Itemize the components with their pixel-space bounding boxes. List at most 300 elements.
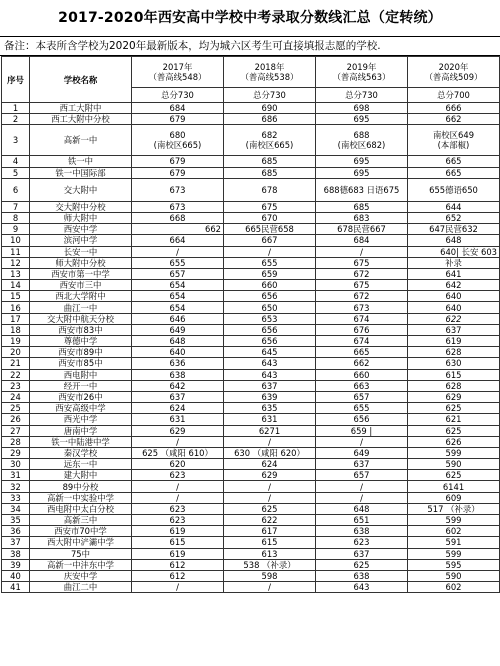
score-2018: 6271	[224, 425, 316, 436]
table-row	[2, 570, 500, 581]
score-2017: 642	[132, 380, 224, 391]
score-2018: 653	[224, 313, 316, 324]
school-name: 交大附中航天分校	[30, 313, 132, 324]
row-index: 22	[2, 369, 30, 380]
table-body	[2, 103, 500, 593]
row-index: 28	[2, 436, 30, 447]
score-2018: 631	[224, 414, 316, 425]
score-2018: 645	[224, 347, 316, 358]
score-2018: 678	[224, 178, 316, 201]
score-2019: 672	[316, 291, 408, 302]
row-index: 41	[2, 582, 30, 593]
score-2018: 617	[224, 526, 316, 537]
row-index: 10	[2, 235, 30, 246]
score-2019: 659 |	[316, 425, 408, 436]
score-2020: 615	[408, 369, 500, 380]
score-2018: 685	[224, 167, 316, 178]
header-school: 学校名称	[30, 57, 132, 103]
table-row	[2, 167, 500, 178]
row-index: 21	[2, 358, 30, 369]
score-2020: 655德语650	[408, 178, 500, 201]
score-2018: 624	[224, 459, 316, 470]
school-name: 曲江一中	[30, 302, 132, 313]
header-2020: 2020年 （普高线509）	[408, 57, 500, 88]
score-2020: 641	[408, 268, 500, 279]
score-2018: 686	[224, 114, 316, 125]
table-row	[2, 403, 500, 414]
score-2017: 679	[132, 114, 224, 125]
score-2018: 675	[224, 201, 316, 212]
score-2017: 640	[132, 347, 224, 358]
row-index: 11	[2, 246, 30, 257]
header-2019: 2019年 （普高线563）	[316, 57, 408, 88]
score-2019: /	[316, 481, 408, 492]
school-name: 高新一中沣东中学	[30, 559, 132, 570]
score-2020: 629	[408, 391, 500, 402]
score-2019: 685	[316, 201, 408, 212]
table-row	[2, 280, 500, 291]
score-2017: 684	[132, 103, 224, 114]
row-index: 4	[2, 156, 30, 167]
score-2019: /	[316, 492, 408, 503]
school-name: 西安市83中	[30, 324, 132, 335]
score-2019: 657	[316, 391, 408, 402]
header-total-2017: 总分730	[132, 88, 224, 103]
score-2019: /	[316, 436, 408, 447]
header-2018: 2018年 （普高线538）	[224, 57, 316, 88]
score-2018: 637	[224, 380, 316, 391]
score-2019: 637	[316, 548, 408, 559]
score-2017: 654	[132, 302, 224, 313]
score-2017: 623	[132, 515, 224, 526]
score-2020: 619	[408, 336, 500, 347]
table-row	[2, 470, 500, 481]
row-index: 25	[2, 403, 30, 414]
score-2019: /	[316, 246, 408, 257]
score-2017: 680 (南校区665)	[132, 125, 224, 156]
row-index: 9	[2, 224, 30, 235]
score-2018: 639	[224, 391, 316, 402]
score-2019: 683	[316, 212, 408, 223]
score-2018: 665民营658	[224, 224, 316, 235]
table-row	[2, 257, 500, 268]
score-2018: 613	[224, 548, 316, 559]
score-2018: /	[224, 492, 316, 503]
score-table	[1, 56, 500, 593]
score-2020: 599	[408, 515, 500, 526]
score-2020: 609	[408, 492, 500, 503]
table-row	[2, 447, 500, 458]
score-2018: /	[224, 246, 316, 257]
score-2019: 695	[316, 114, 408, 125]
table-row	[2, 302, 500, 313]
school-name: 西安市70中学	[30, 526, 132, 537]
score-2019: 638	[316, 526, 408, 537]
table-row	[2, 313, 500, 324]
score-2020: 640| 长安 603	[408, 246, 500, 257]
score-2018: 659	[224, 268, 316, 279]
score-2019: 649	[316, 447, 408, 458]
table-row	[2, 268, 500, 279]
score-2017: 649	[132, 324, 224, 335]
score-2017: /	[132, 436, 224, 447]
row-index: 24	[2, 391, 30, 402]
score-2019: 655	[316, 403, 408, 414]
row-index: 14	[2, 280, 30, 291]
score-2017: 615	[132, 537, 224, 548]
score-2020: 602	[408, 582, 500, 593]
school-name: 交大附中分校	[30, 201, 132, 212]
score-2020: 640	[408, 291, 500, 302]
header-2017: 2017年 （普高线548）	[132, 57, 224, 88]
score-2020: 南校区649 (本部椒)	[408, 125, 500, 156]
score-2018: 660	[224, 280, 316, 291]
school-name: 89中分校	[30, 481, 132, 492]
row-index: 40	[2, 570, 30, 581]
table-row	[2, 336, 500, 347]
table-row	[2, 526, 500, 537]
row-index: 31	[2, 470, 30, 481]
score-2017: 623	[132, 503, 224, 514]
score-2019: 672	[316, 268, 408, 279]
school-name: 西安市26中	[30, 391, 132, 402]
school-name: 铁一中陆港中学	[30, 436, 132, 447]
score-2017: 624	[132, 403, 224, 414]
score-2020: 637	[408, 324, 500, 335]
score-2017: /	[132, 492, 224, 503]
score-2020: 648	[408, 235, 500, 246]
score-2020: 628	[408, 347, 500, 358]
score-2018: 655	[224, 257, 316, 268]
row-index: 19	[2, 336, 30, 347]
table-row	[2, 212, 500, 223]
table-row	[2, 224, 500, 235]
score-2018: /	[224, 481, 316, 492]
score-2018: /	[224, 582, 316, 593]
table-row	[2, 582, 500, 593]
score-2019: 676	[316, 324, 408, 335]
score-2018: 667	[224, 235, 316, 246]
table-row	[2, 548, 500, 559]
school-name: 西电附中太白分校	[30, 503, 132, 514]
table-row	[2, 347, 500, 358]
score-2018: 630 （咸阳 620）	[224, 447, 316, 458]
school-name: 师大附中	[30, 212, 132, 223]
score-2020: 665	[408, 167, 500, 178]
score-2020: 642	[408, 280, 500, 291]
school-name: 庆安中学	[30, 570, 132, 581]
score-2017: 619	[132, 526, 224, 537]
score-2019: 675	[316, 280, 408, 291]
school-name: 西安高级中学	[30, 403, 132, 414]
row-index: 15	[2, 291, 30, 302]
score-2018: 598	[224, 570, 316, 581]
score-2019: 660	[316, 369, 408, 380]
score-2017: 636	[132, 358, 224, 369]
table-row	[2, 436, 500, 447]
score-2020: 644	[408, 201, 500, 212]
score-2019: 695	[316, 167, 408, 178]
score-2017: /	[132, 246, 224, 257]
score-2019: 663	[316, 380, 408, 391]
table-row	[2, 391, 500, 402]
score-2017: /	[132, 582, 224, 593]
school-name: 西工大附中分校	[30, 114, 132, 125]
score-2020: 652	[408, 212, 500, 223]
score-2017: 664	[132, 235, 224, 246]
row-index: 36	[2, 526, 30, 537]
score-2018: /	[224, 436, 316, 447]
score-2017: 612	[132, 559, 224, 570]
score-2020: 665	[408, 156, 500, 167]
row-index: 38	[2, 548, 30, 559]
row-index: 18	[2, 324, 30, 335]
score-2019: 662	[316, 358, 408, 369]
table-row	[2, 291, 500, 302]
school-name: 秦汉学校	[30, 447, 132, 458]
score-2018: 682 (南校区665)	[224, 125, 316, 156]
score-2017: 619	[132, 548, 224, 559]
row-index: 37	[2, 537, 30, 548]
score-2020: 599	[408, 447, 500, 458]
score-2019: 638	[316, 570, 408, 581]
score-2019: 674	[316, 313, 408, 324]
score-2019: 657	[316, 470, 408, 481]
row-index: 2	[2, 114, 30, 125]
table-row	[2, 481, 500, 492]
score-2018: 690	[224, 103, 316, 114]
score-2019: 698	[316, 103, 408, 114]
row-index: 5	[2, 167, 30, 178]
school-name: 铁一中国际部	[30, 167, 132, 178]
score-2020: 626	[408, 436, 500, 447]
score-2020: 625	[408, 470, 500, 481]
school-name: 远东一中	[30, 459, 132, 470]
score-2019: 674	[316, 336, 408, 347]
row-index: 17	[2, 313, 30, 324]
school-name: 西工大附中	[30, 103, 132, 114]
score-2018: 622	[224, 515, 316, 526]
school-name: 经开一中	[30, 380, 132, 391]
table-row	[2, 324, 500, 335]
score-2020: 517 （补录）	[408, 503, 500, 514]
table-row	[2, 178, 500, 201]
score-2019: 643	[316, 582, 408, 593]
school-name: 长安一中	[30, 246, 132, 257]
score-2020: 599	[408, 548, 500, 559]
school-name: 高新三中	[30, 515, 132, 526]
score-2017: 646	[132, 313, 224, 324]
score-2018: 643	[224, 358, 316, 369]
row-index: 3	[2, 125, 30, 156]
table-row	[2, 156, 500, 167]
school-name: 西安中学	[30, 224, 132, 235]
score-2020: 628	[408, 380, 500, 391]
row-index: 16	[2, 302, 30, 313]
score-2020: 640	[408, 302, 500, 313]
score-2018: 635	[224, 403, 316, 414]
table-row	[2, 537, 500, 548]
header-total-2019: 总分730	[316, 88, 408, 103]
row-index: 39	[2, 559, 30, 570]
score-2019: 688德683 日语675	[316, 178, 408, 201]
school-name: 西安市第一中学	[30, 268, 132, 279]
score-2020: 590	[408, 570, 500, 581]
score-2020: 602	[408, 526, 500, 537]
row-index: 7	[2, 201, 30, 212]
table-row	[2, 114, 500, 125]
header-total-2020: 总分700	[408, 88, 500, 103]
score-2018: 538 （补录）	[224, 559, 316, 570]
score-2020: 补录	[408, 257, 500, 268]
score-2017: 657	[132, 268, 224, 279]
score-2017: 648	[132, 336, 224, 347]
score-2020: 590	[408, 459, 500, 470]
school-name: 西北大学附中	[30, 291, 132, 302]
score-2020: 6141	[408, 481, 500, 492]
score-2017: 625 （咸阳 610）	[132, 447, 224, 458]
table-row	[2, 369, 500, 380]
score-2017: 679	[132, 156, 224, 167]
score-2020: 595	[408, 559, 500, 570]
row-index: 26	[2, 414, 30, 425]
row-index: 8	[2, 212, 30, 223]
score-2017: 662	[132, 224, 224, 235]
table-row	[2, 503, 500, 514]
page-title: 2017-2020年西安高中学校中考录取分数线汇总（定转统）	[58, 10, 442, 26]
score-2020: 630	[408, 358, 500, 369]
school-name: 75中	[30, 548, 132, 559]
score-2018: 615	[224, 537, 316, 548]
score-2020: 625	[408, 403, 500, 414]
score-2019: 656	[316, 414, 408, 425]
score-2017: 673	[132, 178, 224, 201]
note-text: 备注：本表所含学校为2020年最新版本，均为城六区考生可直接填报志愿的学校.	[0, 36, 500, 56]
row-index: 34	[2, 503, 30, 514]
score-2019: 651	[316, 515, 408, 526]
score-2018: 629	[224, 470, 316, 481]
score-2017: 637	[132, 391, 224, 402]
score-2017: 623	[132, 470, 224, 481]
table-row	[2, 103, 500, 114]
school-name: 尊德中学	[30, 336, 132, 347]
school-name: 西大附中浐灞中学	[30, 537, 132, 548]
school-name: 西电附中	[30, 369, 132, 380]
score-2018: 656	[224, 291, 316, 302]
header-total-2018: 总分730	[224, 88, 316, 103]
row-index: 6	[2, 178, 30, 201]
score-2017: 679	[132, 167, 224, 178]
table-row	[2, 515, 500, 526]
score-2020: 591	[408, 537, 500, 548]
row-index: 29	[2, 447, 30, 458]
score-2018: 643	[224, 369, 316, 380]
row-index: 13	[2, 268, 30, 279]
score-2018: 670	[224, 212, 316, 223]
row-index: 32	[2, 481, 30, 492]
school-name: 高新一中	[30, 125, 132, 156]
score-2017: 620	[132, 459, 224, 470]
school-name: 高新一中实验中学	[30, 492, 132, 503]
row-index: 33	[2, 492, 30, 503]
table-row	[2, 358, 500, 369]
table-row	[2, 125, 500, 156]
table-row	[2, 380, 500, 391]
row-index: 20	[2, 347, 30, 358]
score-2020: 621	[408, 414, 500, 425]
score-2019: 623	[316, 537, 408, 548]
table-row	[2, 246, 500, 257]
score-2019: 695	[316, 156, 408, 167]
table-row	[2, 492, 500, 503]
score-2017: /	[132, 481, 224, 492]
table-row	[2, 425, 500, 436]
score-2017: 654	[132, 280, 224, 291]
score-2017: 612	[132, 570, 224, 581]
table-row	[2, 201, 500, 212]
score-2019: 625	[316, 559, 408, 570]
score-2017: 673	[132, 201, 224, 212]
school-name: 西安市89中	[30, 347, 132, 358]
table-row	[2, 414, 500, 425]
school-name: 交大附中	[30, 178, 132, 201]
row-index: 1	[2, 103, 30, 114]
score-2020: 625	[408, 425, 500, 436]
score-2019: 688 (南校区682)	[316, 125, 408, 156]
school-name: 西安市85中	[30, 358, 132, 369]
school-name: 师大附中分校	[30, 257, 132, 268]
score-2019: 673	[316, 302, 408, 313]
score-2017: 654	[132, 291, 224, 302]
score-2018: 685	[224, 156, 316, 167]
score-2018: 650	[224, 302, 316, 313]
school-name: 西光中学	[30, 414, 132, 425]
score-2019: 637	[316, 459, 408, 470]
score-2020: 662	[408, 114, 500, 125]
score-2019: 684	[316, 235, 408, 246]
row-index: 23	[2, 380, 30, 391]
score-2018: 656	[224, 324, 316, 335]
score-2018: 625	[224, 503, 316, 514]
score-2019: 665	[316, 347, 408, 358]
score-2020: 622	[408, 313, 500, 324]
score-2019: 678民营667	[316, 224, 408, 235]
score-2017: 631	[132, 414, 224, 425]
school-name: 滨河中学	[30, 235, 132, 246]
row-index: 12	[2, 257, 30, 268]
score-2019: 675	[316, 257, 408, 268]
score-2017: 655	[132, 257, 224, 268]
school-name: 建大附中	[30, 470, 132, 481]
score-2017: 668	[132, 212, 224, 223]
row-index: 27	[2, 425, 30, 436]
score-2017: 638	[132, 369, 224, 380]
table-row	[2, 235, 500, 246]
table-row	[2, 559, 500, 570]
score-2018: 656	[224, 336, 316, 347]
school-name: 铁一中	[30, 156, 132, 167]
school-name: 西安市三中	[30, 280, 132, 291]
score-2019: 648	[316, 503, 408, 514]
row-index: 30	[2, 459, 30, 470]
school-name: 曲江二中	[30, 582, 132, 593]
school-name: 唐南中学	[30, 425, 132, 436]
score-2017: 629	[132, 425, 224, 436]
row-index: 35	[2, 515, 30, 526]
header-index: 序号	[2, 57, 30, 103]
score-2020: 647民营632	[408, 224, 500, 235]
score-2020: 666	[408, 103, 500, 114]
